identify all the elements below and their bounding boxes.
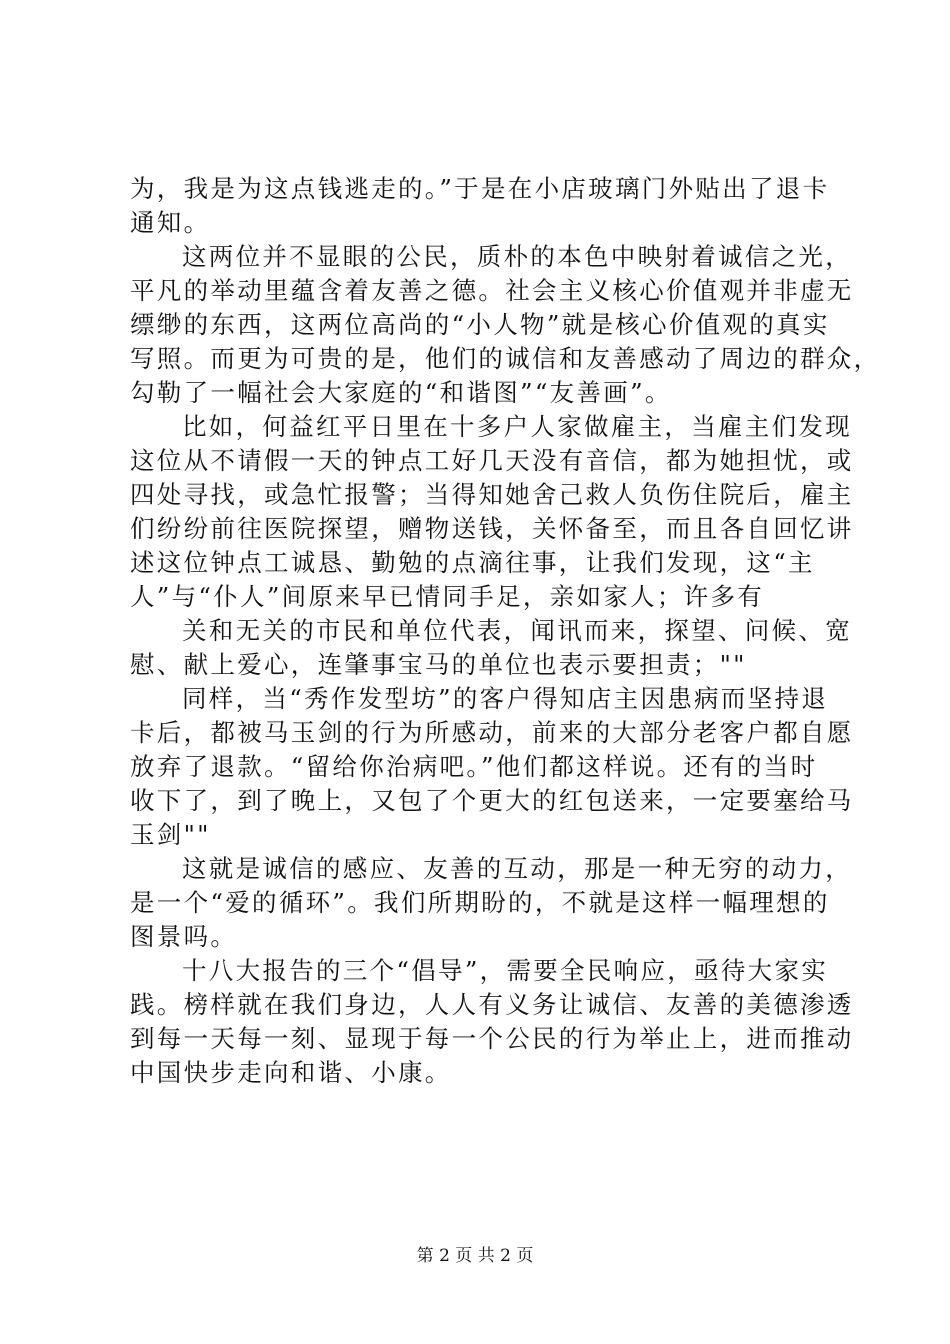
text-line: 玉剑"" — [130, 820, 211, 849]
text-line: 人”与“仆人”间原来早已情同手足，亲如家人；许多有 — [130, 582, 765, 611]
text-line: 图景吗。 — [130, 922, 238, 951]
page-footer: 第 2 页 共 2 页 — [416, 1246, 534, 1266]
text-line: 写照。而更为可贵的是，他们的诚信和友善感动了周边的群众， — [130, 344, 881, 373]
text-line: 述这位钟点工诚恳、勤勉的点滴往事，让我们发现，这“主 — [130, 548, 815, 577]
paragraph-start-line: 关和无关的市民和单位代表，闻讯而来，探望、问候、宽 — [182, 616, 852, 645]
text-line: 平凡的举动里蕴含着友善之德。社会主义核心价值观并非虚无 — [130, 276, 854, 305]
paragraph-start-line: 比如，何益红平日里在十多户人家做雇主，当雇主们发现 — [182, 412, 852, 441]
text-line: 卡后，都被马玉剑的行为所感动，前来的大部分老客户都自愿 — [130, 718, 854, 747]
paragraph-start-line: 同样，当“秀作发型坊”的客户得知店主因患病而坚持退 — [182, 684, 829, 713]
text-line: 放弃了退款。“留给你治病吧。”他们都这样说。还有的当时 — [130, 752, 818, 781]
text-line: 们纷纷前往医院探望，赠物送钱，关怀备至，而且各自回忆讲 — [130, 514, 854, 543]
text-line: 践。榜样就在我们身边，人人有义务让诚信、友善的美德渗透 — [130, 990, 854, 1019]
paragraph-start-line: 这就是诚信的感应、友善的互动，那是一种无穷的动力， — [182, 854, 852, 883]
document-body — [130, 172, 881, 1090]
text-line: 是一个“爱的循环”。我们所期盼的，不就是这样一幅理想的 — [130, 888, 830, 917]
text-line: 收下了，到了晚上，又包了个更大的红包送来，一定要塞给马 — [130, 786, 854, 815]
text-line: 勾勒了一幅社会大家庭的“和谐图”“友善画”。 — [130, 378, 672, 407]
text-line: 四处寻找，或急忙报警；当得知她舍己救人负伤住院后，雇主 — [130, 480, 854, 509]
text-line: 中国快步走向和谐、小康。 — [130, 1058, 452, 1087]
text-line: 慰、献上爱心，连肇事宝马的单位也表示要担责；"" — [130, 650, 747, 679]
text-line: 为，我是为这点钱逃走的。”于是在小店玻璃门外贴出了退卡 — [130, 174, 830, 203]
paragraph-start-line: 这两位并不显眼的公民，质朴的本色中映射着诚信之光， — [182, 242, 852, 271]
paragraph-start-line: 十八大报告的三个“倡导”，需要全民响应，亟待大家实 — [182, 956, 829, 985]
text-line: 通知。 — [130, 208, 211, 237]
text-line: 到每一天每一刻、显现于每一个公民的行为举止上，进而推动 — [130, 1024, 854, 1053]
text-line: 缥缈的东西，这两位高尚的“小人物”就是核心价值观的真实 — [130, 310, 830, 339]
text-line: 这位从不请假一天的钟点工好几天没有音信，都为她担忧，或 — [130, 446, 854, 475]
